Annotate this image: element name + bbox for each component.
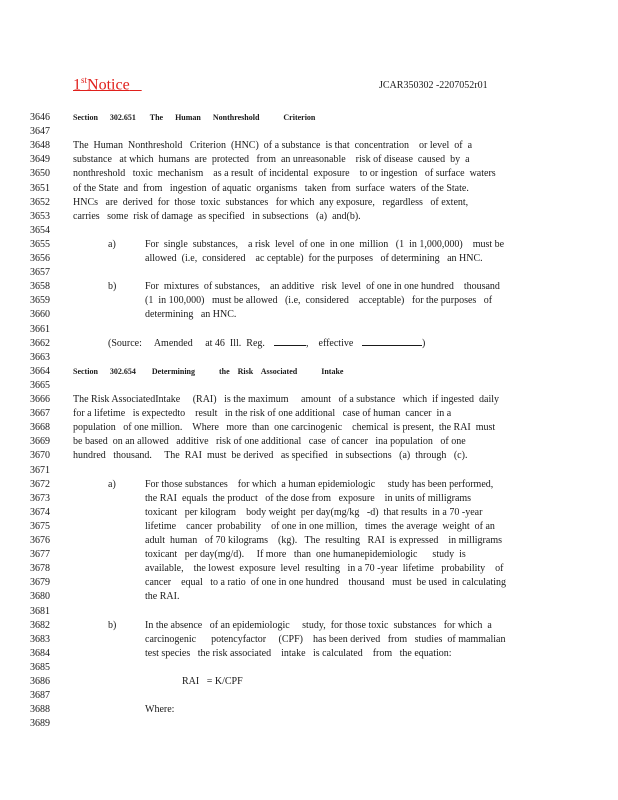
line-text: toxicant per kilogram body weight per day(mg/kg -d) that results in a 70 -year xyxy=(145,506,483,518)
line-number: 3675 xyxy=(30,520,50,532)
line-number: 3673 xyxy=(30,492,50,504)
document-line xyxy=(0,547,618,562)
line-number: 3681 xyxy=(30,605,50,617)
document-line xyxy=(0,533,618,548)
line-number: 3666 xyxy=(30,394,50,405)
document-line xyxy=(0,448,618,463)
line-number: 3680 xyxy=(30,591,50,603)
line-text: RAI = K/CPF xyxy=(182,676,243,687)
document-line xyxy=(0,519,618,534)
document-line xyxy=(0,336,618,351)
line-number: 3683 xyxy=(30,633,50,645)
document-line xyxy=(0,505,618,520)
line-text: the RAI. xyxy=(145,591,180,603)
line-text: carries some risk of damage as specified in subsections (a) and(b). xyxy=(73,210,361,222)
line-text: available, the lowest exposure level resulting in a 70 -year lifetime probability of xyxy=(145,563,504,575)
line-text: allowed (i.e, considered ac ceptable) for the purposes of determining an HNC. xyxy=(145,253,483,264)
line-text: adult human of 70 kilograms (kg). The resulting RAI is expressed in milligrams xyxy=(145,535,502,546)
document-line xyxy=(0,674,618,689)
document-line xyxy=(0,618,618,633)
document-line xyxy=(0,702,618,717)
line-text: For mixtures of substances, an additive risk level of one in one hundred thousand xyxy=(145,281,500,293)
document-line xyxy=(0,378,618,393)
line-text: b) xyxy=(108,619,117,631)
line-number: 3678 xyxy=(30,563,50,575)
line-text: (Source: Amended at 46 Ill. Reg. xyxy=(108,337,265,349)
line-number: 3686 xyxy=(30,676,50,687)
document-id: JCAR350302 -2207052r01 xyxy=(379,80,488,91)
line-number: 3682 xyxy=(30,619,50,631)
line-text: population of one million. Where more than one carcinogenic chemical is present, the RAI must xyxy=(73,422,496,434)
document-line xyxy=(0,632,618,647)
line-text: hundred thousand. The RAI must be derived as specified in subsections (a) through (c). xyxy=(73,450,468,462)
line-number: 3660 xyxy=(30,309,50,321)
line-text: b) xyxy=(108,281,117,293)
line-number: 3656 xyxy=(30,253,50,264)
document-line xyxy=(0,420,618,435)
document-line xyxy=(0,604,618,619)
document-line xyxy=(0,491,618,506)
document-line xyxy=(0,716,618,731)
line-text: Section 302.651 The Human Nonthreshold Criterion xyxy=(73,113,316,122)
line-text: Where: xyxy=(145,704,175,716)
document-line xyxy=(0,124,618,139)
line-text: be based on an allowed additive risk of one additional case of cancer ina population of one xyxy=(73,436,466,448)
document-line xyxy=(0,392,618,407)
document-line xyxy=(0,575,618,590)
line-number: 3654 xyxy=(30,224,50,236)
line-text: Section 302.654 Determining the Risk Associated Intake xyxy=(73,366,344,376)
document-line xyxy=(0,463,618,478)
document-line xyxy=(0,477,618,492)
line-text: a) xyxy=(108,238,116,250)
line-text: of the State and from ingestion of aquatic organisms taken from surface waters of the State. xyxy=(73,182,469,194)
document-line xyxy=(0,646,618,661)
line-number: 3677 xyxy=(30,549,50,561)
line-number: 3689 xyxy=(30,718,50,730)
line-text: (1 in 100,000) must be allowed (i.e, considered acceptable) for the purposes of xyxy=(145,295,493,307)
document-line xyxy=(0,209,618,224)
document-line xyxy=(0,195,618,210)
document-line xyxy=(0,688,618,703)
document-line xyxy=(0,589,618,604)
document-line xyxy=(0,166,618,181)
blank-field xyxy=(274,336,306,351)
line-number: 3670 xyxy=(30,450,50,462)
notice-header xyxy=(73,75,543,95)
line-number: 3685 xyxy=(30,661,50,673)
line-number: 3687 xyxy=(30,690,50,702)
document-line xyxy=(0,364,618,379)
document-line xyxy=(0,152,618,167)
document-line xyxy=(0,350,618,365)
document-line xyxy=(0,660,618,675)
line-number: 3657 xyxy=(30,267,50,279)
line-number: 3646 xyxy=(30,112,50,123)
line-number: 3659 xyxy=(30,295,50,307)
line-text: substance at which humans are protected from an unreasonable risk of disease caused by a xyxy=(73,154,470,166)
line-text: cancer equal to a ratio of one in one hundred thousand must be used in calculating xyxy=(145,577,507,589)
line-text: determining an HNC. xyxy=(145,309,237,321)
line-number: 3667 xyxy=(30,408,50,420)
document-line xyxy=(0,406,618,421)
document-line xyxy=(0,138,618,153)
line-number: 3650 xyxy=(30,168,50,180)
line-number: 3664 xyxy=(30,365,50,377)
document-line xyxy=(0,434,618,449)
line-text: for a lifetime is expectedto result in the risk of one additional case of human cancer in a xyxy=(73,408,452,420)
line-number: 3668 xyxy=(30,422,50,434)
line-number: 3688 xyxy=(30,704,50,716)
document-line xyxy=(0,265,618,280)
line-text: The Human Nonthreshold Criterion (HNC) of a substance is that concentration or level of a xyxy=(73,140,473,152)
line-number: 3672 xyxy=(30,478,50,490)
line-number: 3649 xyxy=(30,154,50,166)
line-text: For single substances, a risk level of one in one million (1 in 1,000,000) must be xyxy=(145,238,505,250)
line-number: 3674 xyxy=(30,506,50,518)
document-line xyxy=(0,110,618,125)
line-number: 3652 xyxy=(30,196,50,208)
line-text: test species the risk associated intake is calculated from the equation: xyxy=(145,647,452,659)
line-number: 3679 xyxy=(30,577,50,589)
line-number: 3655 xyxy=(30,238,50,250)
line-number: 3676 xyxy=(30,535,50,546)
document-line xyxy=(0,251,618,266)
line-text: toxicant per day(mg/d). If more than one humanepidemiologic study is xyxy=(145,549,466,561)
line-text: nonthreshold toxic mechanism as a result of incidental exposure to or ingestion of surface waters xyxy=(73,168,496,180)
line-text: lifetime cancer probability of one in one million, times the average weight of an xyxy=(145,520,495,532)
line-number: 3648 xyxy=(30,140,50,152)
line-text: HNCs are derived for those toxic substances for which any exposure, regardless of extent, xyxy=(73,196,469,208)
line-text: In the absence of an epidemiologic study, for those toxic substances for which a xyxy=(145,619,492,631)
line-number: 3669 xyxy=(30,436,50,448)
line-number: 3661 xyxy=(30,323,50,335)
line-text: The Risk AssociatedIntake (RAI) is the maximum amount of a substance which if ingested daily xyxy=(73,394,500,405)
document-line xyxy=(0,237,618,252)
line-text: For those substances for which a human epidemiologic study has been performed, xyxy=(145,478,494,490)
line-number: 3665 xyxy=(30,379,50,391)
line-text: , effective xyxy=(306,337,354,349)
document-line xyxy=(0,307,618,322)
line-text: ) xyxy=(422,337,426,349)
blank-field xyxy=(362,336,422,351)
line-number: 3653 xyxy=(30,210,50,222)
document-line xyxy=(0,223,618,238)
line-text: the RAI equals the product of the dose from exposure in units of milligrams xyxy=(145,492,472,504)
document-line xyxy=(0,181,618,196)
line-number: 3671 xyxy=(30,464,50,476)
line-number: 3651 xyxy=(30,182,50,194)
line-number: 3647 xyxy=(30,126,50,138)
document-line xyxy=(0,322,618,337)
notice-title: 1stNotice xyxy=(73,75,130,94)
line-number: 3658 xyxy=(30,281,50,293)
document-line xyxy=(0,279,618,294)
line-number: 3662 xyxy=(30,337,50,349)
line-text: carcinogenic potencyfactor (CPF) has been derived from studies of mammalian xyxy=(145,633,506,645)
line-number: 3663 xyxy=(30,351,50,363)
document-line xyxy=(0,561,618,576)
line-text: a) xyxy=(108,478,116,490)
line-number: 3684 xyxy=(30,647,50,659)
document-line xyxy=(0,293,618,308)
